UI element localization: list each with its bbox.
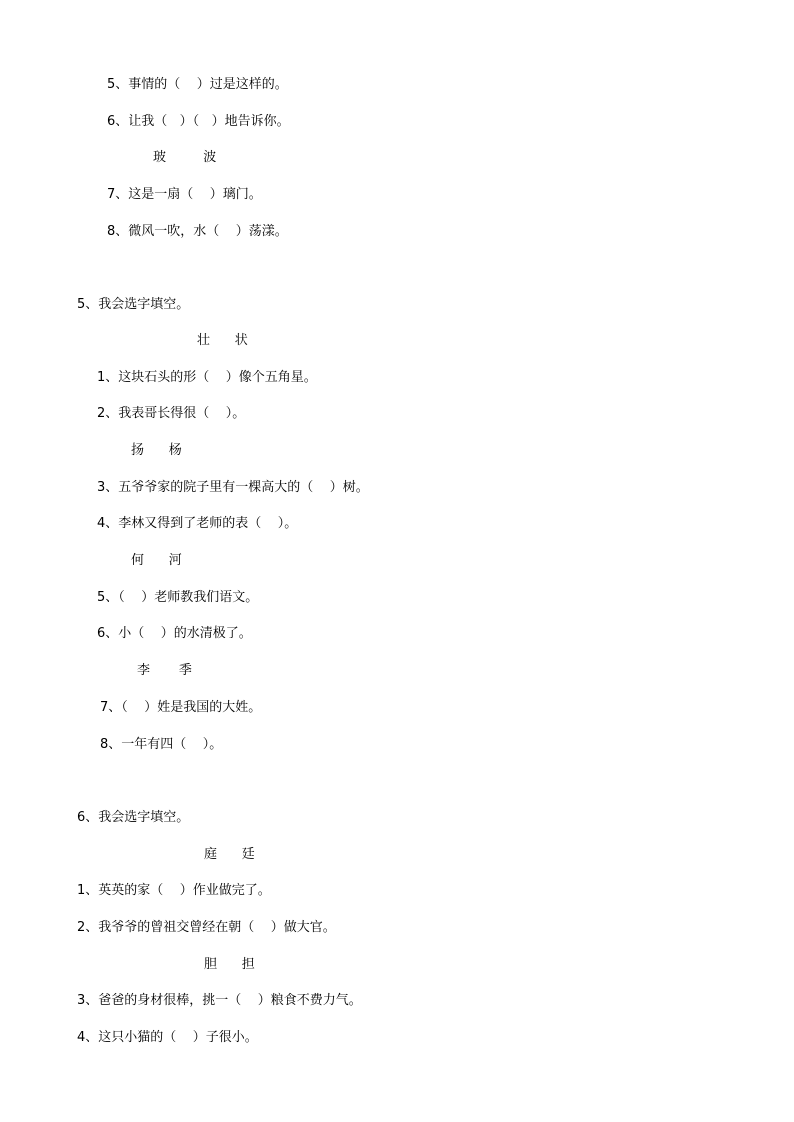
word-choice-pair: 壮 状 (197, 333, 248, 348)
word-choice-pair: 何 河 (131, 553, 182, 568)
section-5-heading: 5、我会选字填空。 (77, 297, 190, 312)
question-8-line: 8、一年有四（ ）。 (100, 737, 223, 752)
question-5-line: 5、（ ）老师教我们语文。 (97, 590, 259, 605)
question-4-line: 4、这只小猫的（ ）子很小。 (77, 1030, 258, 1045)
question-4-line: 4、李林又得到了老师的表（ ）。 (97, 516, 298, 531)
question-1-line: 1、这块石头的形（ ）像个五角星。 (97, 370, 317, 385)
question-2-line: 2、我爷爷的曾祖交曾经在朝（ ）做大官。 (77, 920, 336, 935)
word-choice-pair: 庭 廷 (204, 847, 255, 862)
question-8-line: 8、微风一吹，水（ ）荡漾。 (107, 224, 288, 239)
section-6-heading: 6、我会选字填空。 (77, 810, 190, 825)
question-3-line: 3、爸爸的身材很棒，挑一（ ）粮食不费力气。 (77, 993, 362, 1008)
question-6-line: 6、让我（ ）（ ）地告诉你。 (107, 114, 290, 129)
question-3-line: 3、五爷爷家的院子里有一棵高大的（ ）树。 (97, 480, 369, 495)
question-5-line: 5、事情的（ ）过是这样的。 (107, 77, 288, 92)
question-7-line: 7、（ ）姓是我国的大姓。 (100, 700, 262, 715)
word-choice-pair: 胆 担 (204, 957, 255, 972)
question-2-line: 2、我表哥长得很（ ）。 (97, 406, 246, 421)
question-1-line: 1、英英的家（ ）作业做完了。 (77, 883, 271, 898)
word-choice-pair: 玻 波 (153, 150, 217, 165)
word-choice-pair: 扬 杨 (131, 443, 182, 458)
word-choice-pair: 李 季 (137, 663, 192, 678)
question-7-line: 7、这是一扇（ ）璃门。 (107, 187, 262, 202)
question-6-line: 6、小（ ）的水清极了。 (97, 626, 252, 641)
